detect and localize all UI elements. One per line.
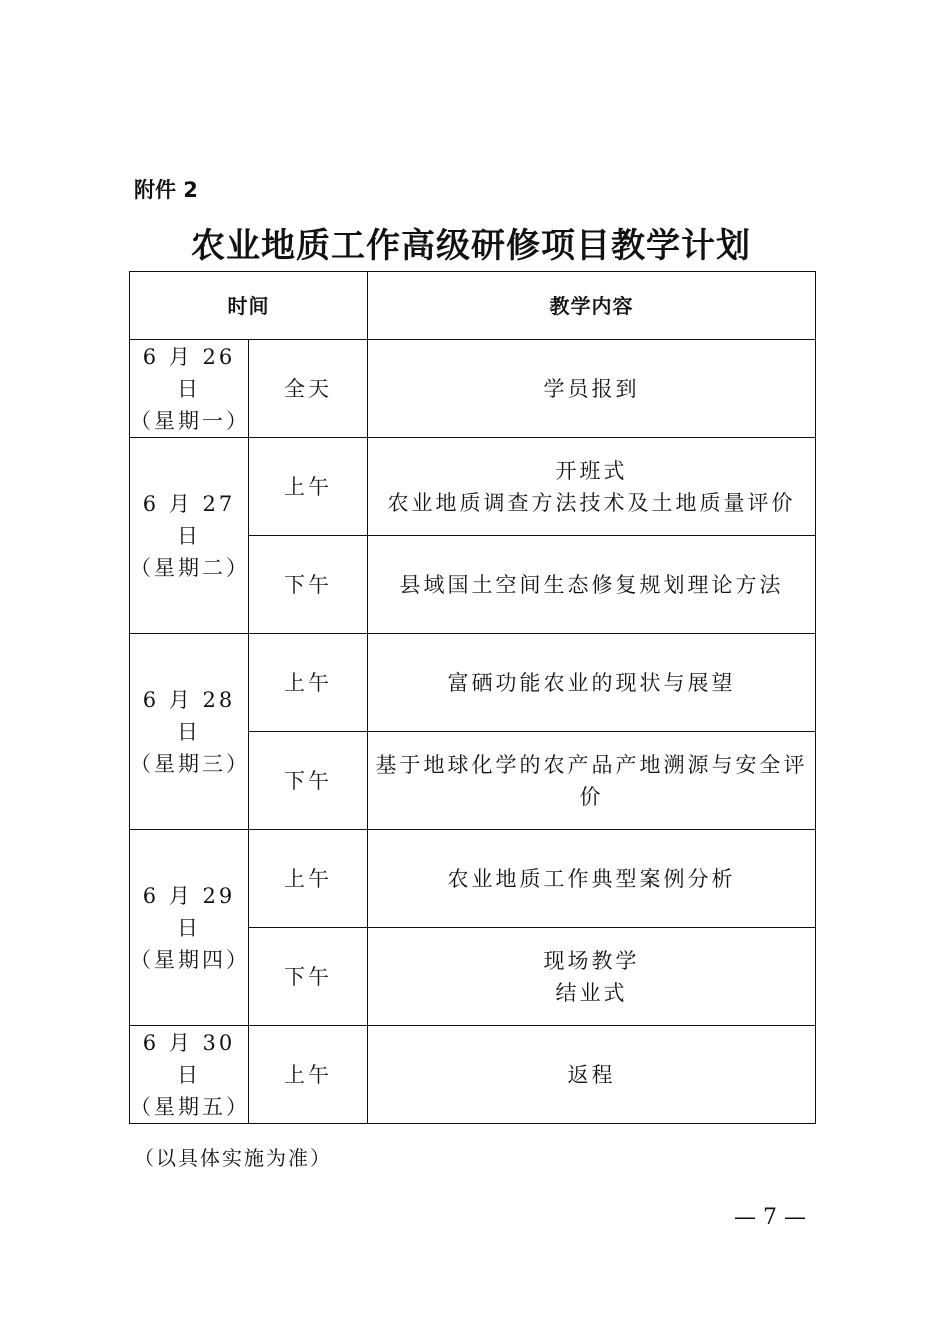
date-cell: [130, 340, 249, 438]
period-cell: 下午: [249, 536, 368, 634]
table-body: [130, 340, 816, 1124]
weekday-text: （星期一）: [130, 408, 250, 433]
header-time: 时间: [130, 272, 368, 340]
teaching-plan-table: [129, 271, 816, 1124]
date-text: 6 月 27 日: [142, 491, 236, 548]
content-line: 现场教学: [543, 948, 640, 973]
period-cell: 上午: [249, 1026, 368, 1124]
header-content: 教学内容: [368, 272, 816, 340]
table-header-row: [130, 272, 816, 340]
weekday-text: （星期二）: [130, 555, 250, 580]
content-line: 农业地质调查方法技术及土地质量评价: [387, 490, 796, 515]
page-number: — 7 —: [734, 1205, 806, 1230]
date-text: 6 月 30 日: [142, 1030, 236, 1087]
table-row: [130, 1026, 816, 1124]
period-cell: 上午: [249, 438, 368, 536]
period-cell: 上午: [249, 634, 368, 732]
content-line: 开班式: [555, 458, 628, 483]
table-row: [130, 830, 816, 928]
content-line: 返程: [567, 1062, 616, 1087]
period-cell: 全天: [249, 340, 368, 438]
date-cell: [130, 830, 249, 1026]
weekday-text: （星期五）: [130, 1094, 250, 1119]
date-text: 6 月 29 日: [142, 883, 236, 940]
table-row: [130, 634, 816, 732]
weekday-text: （星期四）: [130, 947, 250, 972]
table-row: [130, 438, 816, 536]
content-line: 农业地质工作典型案例分析: [447, 866, 736, 891]
content-cell: [368, 1026, 816, 1124]
date-cell: [130, 634, 249, 830]
content-cell: [368, 928, 816, 1026]
content-line: 县域国土空间生态修复规划理论方法: [399, 572, 784, 597]
content-line: 结业式: [555, 980, 628, 1005]
content-cell: [368, 536, 816, 634]
date-cell: [130, 1026, 249, 1124]
date-text: 6 月 26 日: [142, 344, 236, 401]
content-line: 学员报到: [543, 376, 640, 401]
date-cell: [130, 438, 249, 634]
content-cell: [368, 830, 816, 928]
footnote: （以具体实施为准）: [134, 1146, 332, 1170]
content-line: 富硒功能农业的现状与展望: [447, 670, 736, 695]
period-cell: 上午: [249, 830, 368, 928]
date-text: 6 月 28 日: [142, 687, 236, 744]
document-title: 农业地质工作高级研修项目教学计划: [191, 226, 751, 266]
attachment-label: 附件 2: [134, 178, 198, 202]
content-cell: [368, 340, 816, 438]
weekday-text: （星期三）: [130, 751, 250, 776]
content-line: 基于地球化学的农产品产地溯源与安全评价: [375, 752, 808, 809]
table-row: [130, 340, 816, 438]
content-cell: [368, 634, 816, 732]
period-cell: 下午: [249, 732, 368, 830]
content-cell: [368, 438, 816, 536]
content-cell: [368, 732, 816, 830]
period-cell: 下午: [249, 928, 368, 1026]
